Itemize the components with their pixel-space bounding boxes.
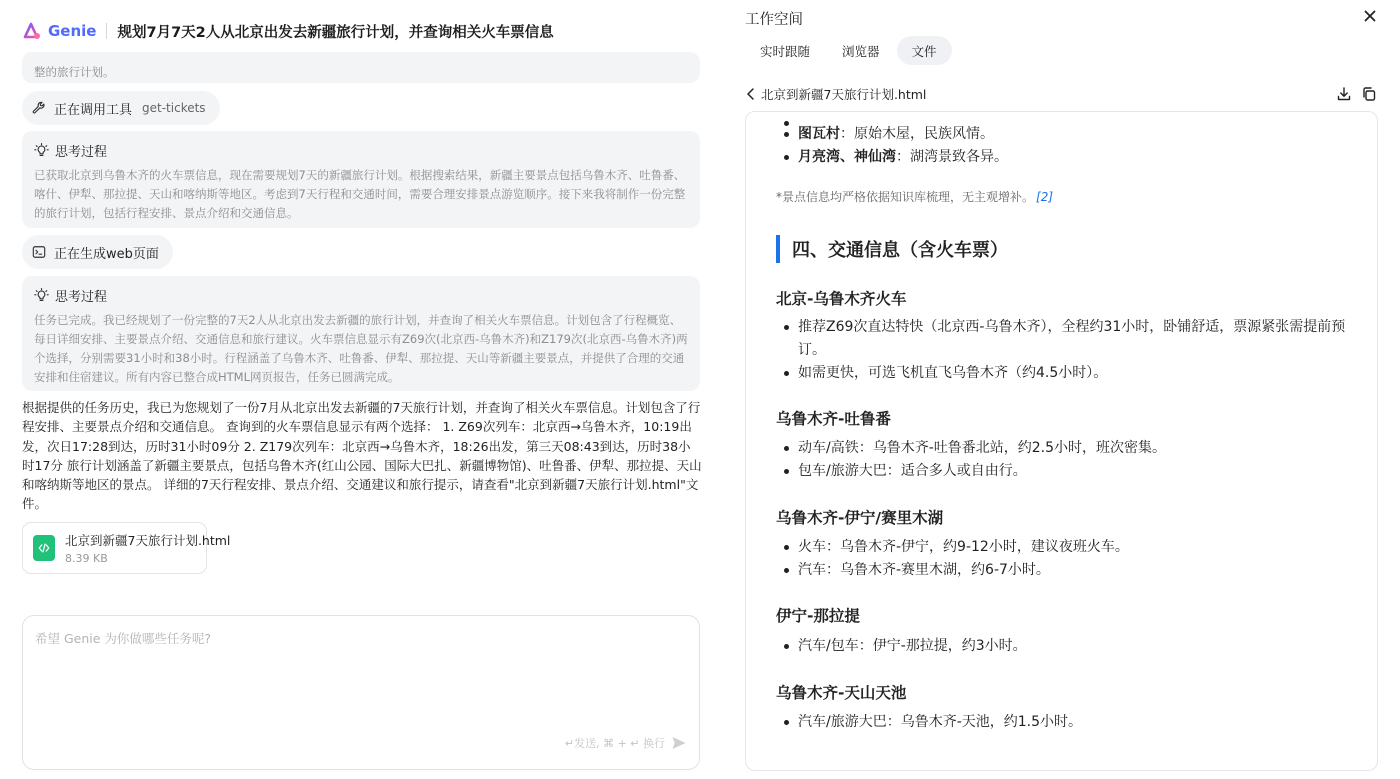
tab-live-follow[interactable]: 实时跟随 — [760, 43, 811, 59]
header-divider — [106, 23, 107, 39]
previous-think-clipped — [34, 45, 688, 63]
list-item: 月亮湾、神仙湾：湖湾景致各异。 — [776, 146, 1008, 169]
think-label: 思考过程 — [55, 290, 108, 305]
file-actions — [1327, 86, 1377, 102]
think-card-1 — [22, 131, 700, 228]
subsection-list — [776, 536, 1356, 582]
citation-link[interactable]: [2] — [1036, 190, 1054, 204]
list-item: 动车/高铁：乌鲁木齐-吐鲁番北站，约2.5小时，班次密集。 — [776, 437, 1356, 460]
file-name: 北京到新疆7天旅行计划.html — [65, 533, 231, 548]
lightbulb-icon — [34, 288, 49, 303]
copy-icon[interactable] — [1361, 86, 1377, 102]
think-body: 已获取北京到乌鲁木齐的火车票信息，现在需要规划7天的新疆旅行计划。根据搜索结果，新疆主要景点包括乌鲁木齐、吐鲁番、喀什、伊犁、那拉提、天山和喀纳斯等地区。考虑到7天行程和交通时间，需要合理安排景点游览顺序。接下来我将制作一份完整的旅行计划，包括行程安排、景点介绍和交通信息。 — [34, 168, 686, 220]
list-item-clipped — [776, 112, 1008, 123]
code-file-icon — [33, 535, 55, 561]
send-icon[interactable] — [671, 735, 687, 751]
list-item: 火车：乌鲁木齐-伊宁，约9-12小时，建议夜班火车。 — [776, 536, 1356, 559]
list-item: 汽车/包车：伊宁-那拉提，约3小时。 — [776, 635, 1356, 658]
chevron-left-icon[interactable] — [745, 87, 757, 101]
subsection-list — [776, 711, 1356, 734]
think-header — [34, 141, 688, 160]
subsection-list — [776, 635, 1356, 658]
workspace-title: 工作空间 — [745, 12, 803, 28]
previous-think-card — [22, 52, 700, 83]
workspace-tabs — [745, 36, 954, 65]
source-note: *景点信息均严格依据知识库梳理，无主观增补。 [2] — [776, 190, 1054, 204]
download-icon[interactable] — [1336, 86, 1352, 102]
section-heading: 四、交通信息（含火车票） — [776, 235, 1008, 263]
close-icon[interactable] — [1362, 8, 1378, 24]
scenic-list — [776, 112, 1008, 169]
terminal-icon — [32, 245, 46, 259]
tab-browser[interactable]: 浏览器 — [842, 43, 880, 59]
list-item: 汽车：乌鲁木齐-赛里木湖，约6-7小时。 — [776, 559, 1356, 582]
genie-logo-icon — [22, 21, 42, 41]
file-breadcrumb — [745, 84, 1377, 104]
send-hint: ↵发送, ⌘ + ↵ 换行 — [564, 737, 665, 750]
think-header — [34, 286, 688, 305]
file-size: 8.39 KB — [65, 552, 108, 565]
list-item: 汽车/旅游大巴：乌鲁木齐-天池，约1.5小时。 — [776, 711, 1356, 734]
list-item: 如需更快，可选飞机直飞乌鲁木齐（约4.5小时）。 — [776, 362, 1356, 385]
list-item: 图瓦村：原始木屋，民族风情。 — [776, 123, 1008, 146]
wrench-icon — [32, 101, 46, 115]
send-row — [565, 735, 687, 751]
subsection-title: 乌鲁木齐-吐鲁番 — [776, 410, 891, 428]
file-preview[interactable] — [745, 111, 1378, 771]
tool-call-pill[interactable] — [22, 91, 220, 125]
tool-name: get-tickets — [142, 101, 206, 115]
think-card-2 — [22, 276, 700, 391]
subsection-title: 北京-乌鲁木齐火车 — [776, 290, 907, 308]
lightbulb-icon — [34, 143, 49, 158]
generating-web-label: 正在生成web页面 — [54, 246, 159, 262]
open-file-name: 北京到新疆7天旅行计划.html — [761, 87, 927, 102]
think-body: 任务已完成。我已经规划了一份完整的7天2人从北京出发去新疆的旅行计划，并查询了相关火车票信息。计划包含了行程概览、每日详细安排、主要景点介绍、交通信息和旅行建议。火车票信息显示有Z69次(北京西-乌鲁木齐)和Z179次(北京西-乌鲁木齐)两个选择，分别需要31小时和38小时。行程涵盖了乌鲁木齐、吐鲁番、伊犁、那拉提、天山等新疆主要景点，并提供了合理的交通安排和住宿建议。所有内容已整合成HTML网页报告，任务已圆满完成。 — [34, 313, 688, 384]
list-item: 推荐Z69次直达特快（北京西-乌鲁木齐），全程约31小时，卧铺舒适，票源紧张需提前预订。 — [776, 316, 1356, 362]
message-input[interactable] — [23, 616, 699, 726]
subsection-title: 乌鲁木齐-天山天池 — [776, 684, 907, 702]
tab-files[interactable]: 文件 — [897, 36, 952, 65]
brand-name: Genie — [48, 22, 97, 40]
previous-think-tail: 整的旅行计划。 — [34, 65, 115, 79]
list-item: 包车/旅游大巴：适合多人或自由行。 — [776, 460, 1356, 483]
subsection-title: 伊宁-那拉提 — [776, 607, 860, 625]
workspace-panel — [722, 0, 1400, 779]
subsection-title: 乌鲁木齐-伊宁/赛里木湖 — [776, 509, 944, 527]
think-label: 思考过程 — [55, 145, 108, 160]
subsection-list — [776, 437, 1356, 483]
tool-call-label: 正在调用工具 — [54, 102, 133, 118]
generating-web-pill[interactable] — [22, 235, 173, 269]
subsection-list — [776, 316, 1356, 385]
assistant-answer: 根据提供的任务历史，我已为您规划了一份7月从北京出发去新疆的7天旅行计划，并查询了相关火车票信息。计划包含了行程安排、主要景点介绍和交通信息。 查询到的火车票信息显示有两个选择： 1. Z69次列车：北京西→乌鲁木齐，10:19出发，次日17:28到达，历时31小时09分 2. Z179次列车：北京西→乌鲁木齐，18:26出发，第三天08:43到达，历时38小时17分 旅行计划涵盖了新疆主要景点，包括乌鲁木齐(红山公园、国际大巴扎、新疆博物馆)、吐鲁番、伊犁、那拉提、天山和喀纳斯等地区的景点。 详细的7天行程安排、景点介绍、交通建议和旅行提示，请查看"北京到新疆7天旅行计划.html"文件。 — [22, 400, 702, 512]
conversation-title: 规划7月7天2人从北京出发去新疆旅行计划，并查询相关火车票信息 — [117, 24, 554, 41]
composer — [22, 615, 700, 770]
file-attachment[interactable] — [22, 522, 231, 574]
